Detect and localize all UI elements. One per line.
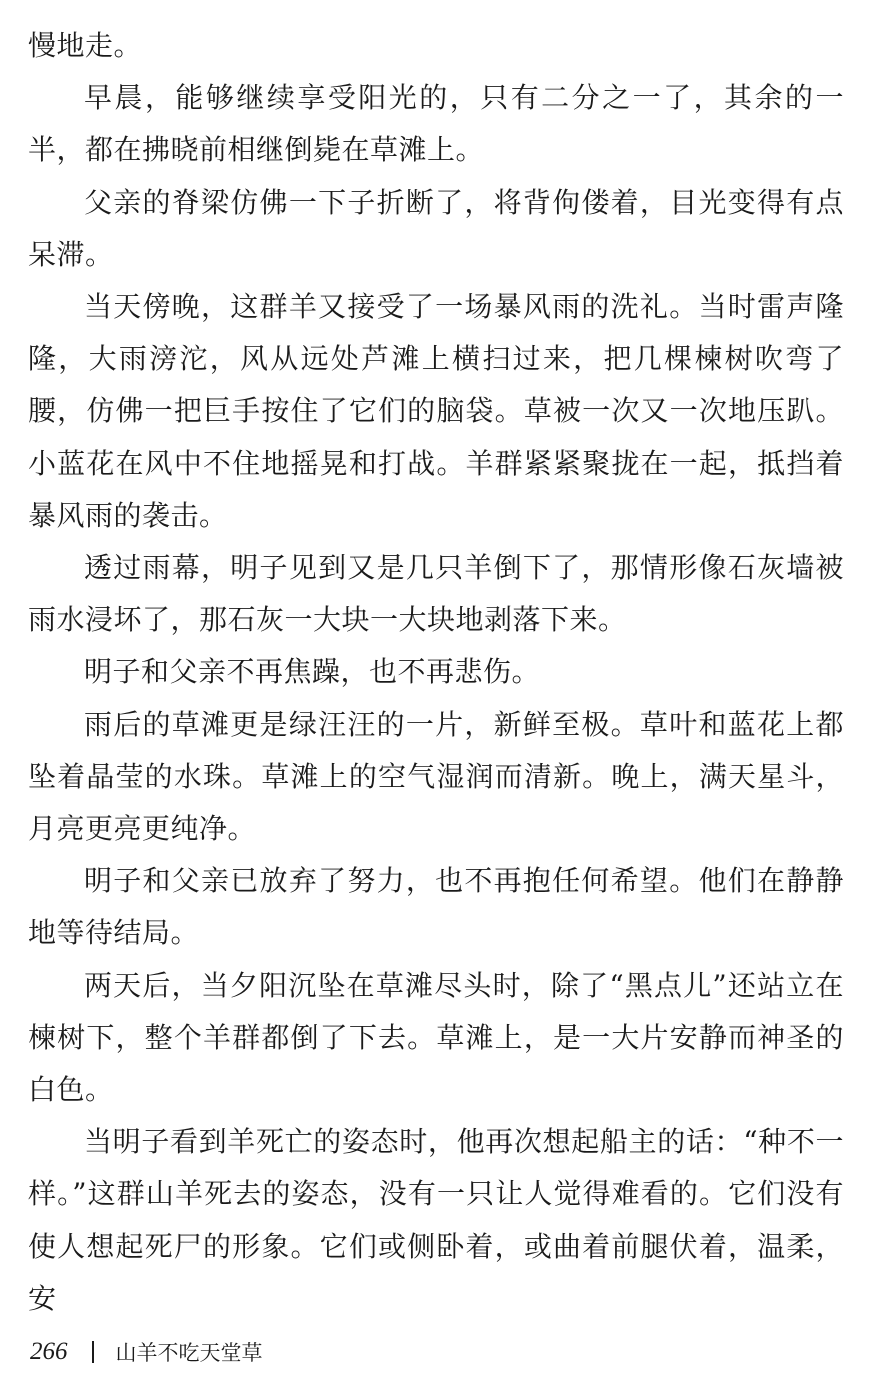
footer-divider (92, 1341, 94, 1363)
paragraph: 雨后的草滩更是绿汪汪的一片，新鲜至极。草叶和蓝花上都坠着晶莹的水珠。草滩上的空气湿润而清新。晚上，满天星斗，月亮更亮更纯净。 (28, 707, 844, 846)
paragraph-continuation: 慢地走。 (28, 29, 143, 62)
paragraph: 透过雨幕，明子见到又是几只羊倒下了，那情形像石灰墙被雨水浸坏了，那石灰一大块一大块地剥落下来。 (28, 551, 844, 637)
paragraph: 明子和父亲不再焦躁，也不再悲伤。 (84, 655, 541, 689)
paragraph: 两天后，当夕阳沉坠在草滩尽头时，除了“黑点儿”还站立在楝树下，整个羊群都倒了下去。草滩上，是一大片安静而神圣的白色。 (28, 968, 844, 1107)
paragraph: 明子和父亲已放弃了努力，也不再抱任何希望。他们在静静地等待结局。 (28, 864, 844, 950)
paragraph: 早晨，能够继续享受阳光的，只有二分之一了，其余的一半，都在拂晓前相继倒毙在草滩上。 (28, 81, 844, 167)
paragraph: 当明子看到羊死亡的姿态时，他再次想起船主的话：“种不一样。”这群山羊死去的姿态，没有一只让人觉得难看的。它们没有使人想起死尸的形象。它们或侧卧着，或曲着前腿伏着，温柔，安 (28, 1125, 844, 1315)
paragraph: 当天傍晚，这群羊又接受了一场暴风雨的洗礼。当时雷声隆隆，大雨滂沱，风从远处芦滩上横扫过来，把几棵楝树吹弯了腰，仿佛一把巨手按住了它们的脑袋。草被一次又一次地压趴。小蓝花在风中不住地摇晃和打战。羊群紧紧聚拢在一起，抵挡着暴风雨的袭击。 (28, 290, 844, 532)
page-footer (30, 1332, 263, 1372)
body-text (28, 20, 844, 1325)
running-title: 山羊不吃天堂草 (115, 1341, 263, 1365)
page-number: 266 (30, 1338, 68, 1365)
paragraph: 父亲的脊梁仿佛一下子折断了，将背佝偻着，目光变得有点呆滞。 (28, 185, 844, 271)
